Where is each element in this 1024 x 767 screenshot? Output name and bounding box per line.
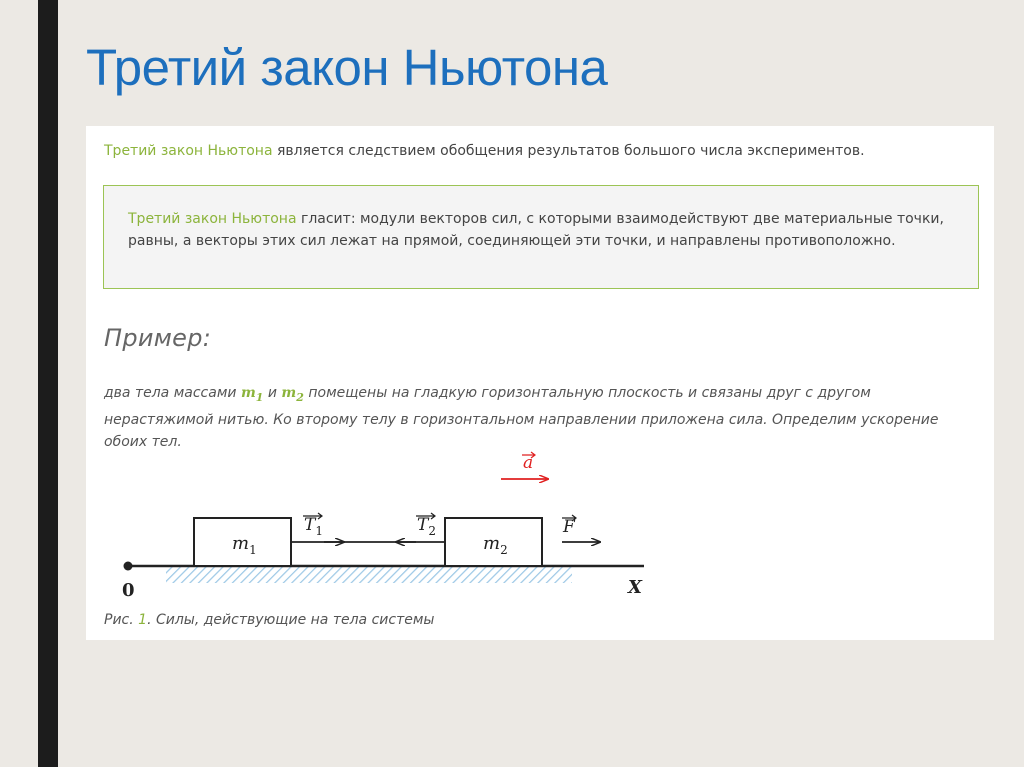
caption-text: . Силы, действующие на тела системы bbox=[147, 612, 435, 628]
example-text-and: и bbox=[263, 385, 282, 401]
example-text-part2: помещены на гладкую горизонтальную плоскость и связаны друг с другом нерастяжимой нитью. Ко второму телу в горизонтальном направлении приложена сила. Определим ускорение обоих тел. bbox=[104, 385, 939, 450]
slide-title: Третий закон Ньютона bbox=[86, 39, 608, 96]
mass-m2: $m_2$ bbox=[281, 385, 304, 404]
tension-t2-label: $T_2$ bbox=[417, 515, 436, 538]
example-text-part1: два тела массами bbox=[104, 385, 241, 401]
left-accent-bar bbox=[38, 0, 58, 767]
intro-text: является следствием обобщения результатов большого числа экспериментов. bbox=[272, 143, 865, 159]
figure-caption bbox=[104, 612, 434, 628]
content-panel bbox=[86, 126, 994, 640]
block-m2-label: $m_2$ bbox=[483, 533, 508, 557]
block-m1-label: $m_1$ bbox=[232, 533, 257, 557]
mass-m1: $m_1$ bbox=[240, 385, 264, 404]
caption-prefix: Рис. bbox=[104, 612, 139, 628]
origin-point bbox=[124, 562, 133, 571]
tension-t1-label: $T_1$ bbox=[304, 515, 323, 538]
force-f-label: F bbox=[563, 517, 575, 537]
origin-label: 0 bbox=[122, 580, 135, 601]
intro-highlight-link[interactable]: Третий закон Ньютона bbox=[104, 143, 273, 159]
forces-diagram bbox=[86, 126, 994, 640]
definition-text: гласит: модули векторов сил, с которыми взаимодействуют две материальные точки, равны, а векторы этих сил лежат на прямой, соединяющей эти точки, и направлены противоположно. bbox=[128, 211, 944, 249]
caption-number: 1 bbox=[138, 612, 148, 628]
example-heading: Пример: bbox=[104, 324, 212, 352]
definition-highlight-link[interactable]: Третий закон Ньютона bbox=[128, 211, 297, 227]
surface-hatching bbox=[166, 566, 572, 583]
axis-label-x: X bbox=[628, 577, 642, 598]
acceleration-label: a bbox=[523, 453, 534, 473]
